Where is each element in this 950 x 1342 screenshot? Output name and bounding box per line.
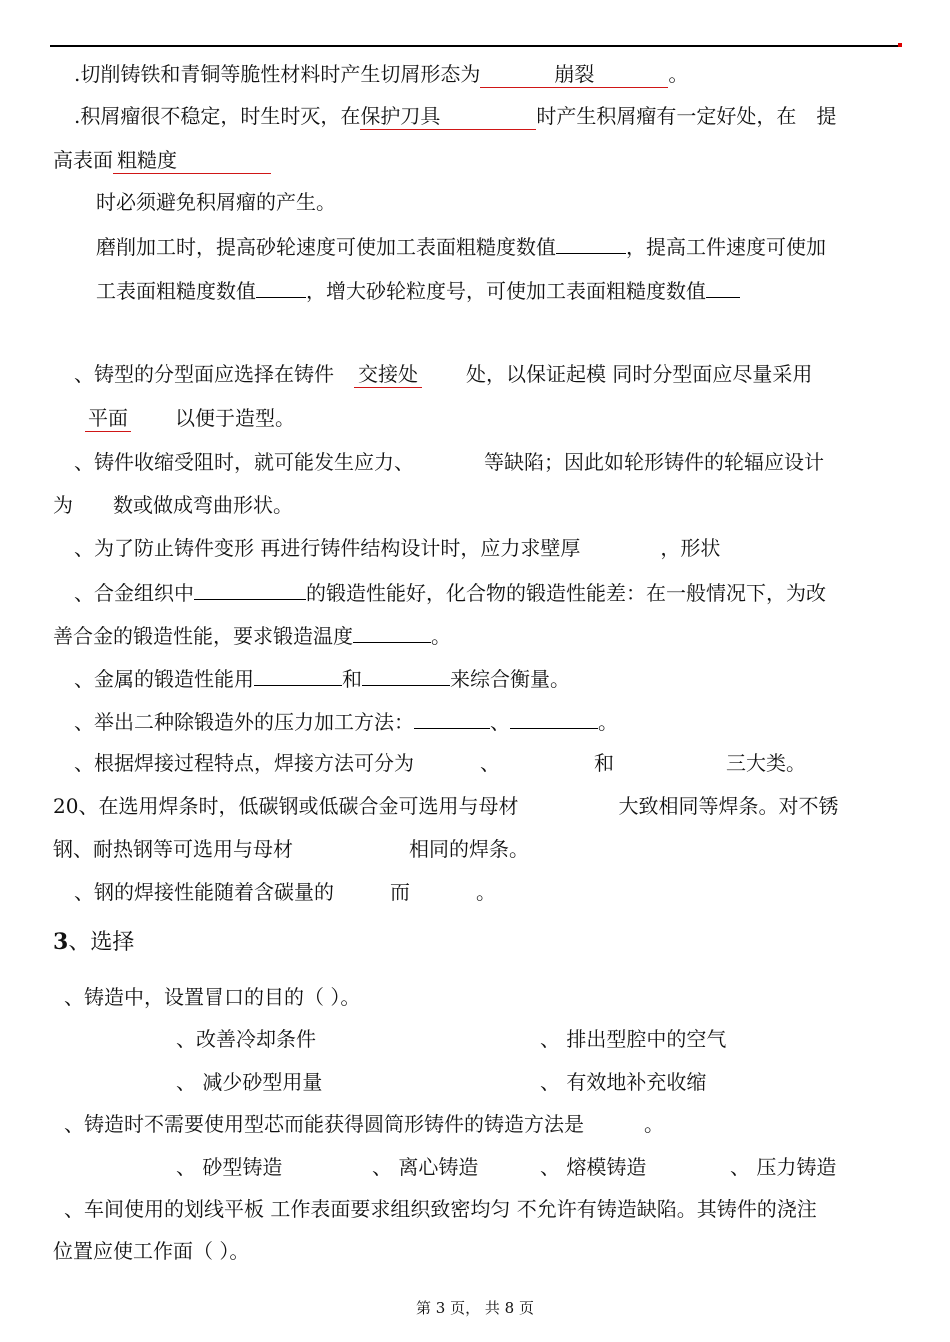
answer-roughness: 粗糙度 bbox=[113, 148, 271, 174]
line-15-text: 、举出二种除锻造外的压力加工方法： bbox=[74, 710, 414, 734]
q2-option-a: 、 砂型铸造 bbox=[176, 1155, 283, 1179]
section-number: 3 bbox=[53, 929, 69, 955]
line-13-end: 。 bbox=[431, 624, 451, 648]
section-heading bbox=[53, 925, 134, 956]
blank-13a bbox=[353, 622, 431, 643]
fill-line-17 bbox=[53, 794, 838, 818]
line-16-end: 三大类。 bbox=[726, 751, 806, 775]
fill-line-8 bbox=[85, 406, 295, 432]
line-19-text: 、钢的焊接性能随着含碳量的 bbox=[74, 880, 334, 904]
answer-protect-tool: 保护刀具 bbox=[360, 104, 536, 130]
q1-option-b: 、 排出型腔中的空气 bbox=[540, 1027, 727, 1051]
line-1-end: 。 bbox=[668, 62, 689, 86]
line-14-text: 、金属的锻造性能用 bbox=[74, 667, 254, 691]
question-1: 、铸造中，设置冒口的目的（ ）。 bbox=[64, 985, 361, 1009]
fill-line-18 bbox=[53, 837, 529, 861]
fill-line-12 bbox=[74, 579, 826, 605]
line-19-end: 。 bbox=[476, 880, 496, 904]
line-3-text: 高表面 bbox=[53, 148, 113, 172]
fill-line-4: 时必须避免积屑瘤的产生。 bbox=[96, 190, 336, 214]
line-12-text: 、合金组织中 bbox=[74, 581, 194, 605]
answer-plane: 平面 bbox=[85, 406, 131, 432]
line-12-end: 的锻造性能好，化合物的锻造性能差：在一般情况下，为改 bbox=[306, 581, 826, 605]
line-18-text: 钢、耐热钢等可选用与母材 bbox=[53, 837, 293, 861]
question-2: 、铸造时不需要使用型芯而能获得圆筒形铸件的铸造方法是 。 bbox=[64, 1112, 664, 1136]
blank-14b bbox=[362, 665, 450, 686]
line-16-mid: 、 bbox=[480, 751, 500, 775]
blank-5a bbox=[556, 233, 626, 254]
line-17-text: 20、在选用焊条时，低碳钢或低碳合金可选用与母材 bbox=[53, 794, 519, 818]
fill-line-1 bbox=[74, 62, 688, 88]
line-1-text: .切削铸铁和青铜等脆性材料时产生切屑形态为 bbox=[74, 62, 481, 86]
q1-option-c: 、 减少砂型用量 bbox=[176, 1070, 323, 1094]
line-5-end: ，提高工件速度可使加 bbox=[626, 235, 826, 259]
blank-15a bbox=[414, 708, 490, 729]
fill-line-9: 、铸件收缩受阻时，就可能发生应力、 等缺陷；因此如轮形铸件的轮辐应设计 bbox=[74, 450, 824, 474]
line-19-mid: 而 bbox=[390, 880, 410, 904]
fill-line-3 bbox=[53, 148, 271, 174]
header-rule-mark bbox=[898, 43, 902, 47]
line-6-text: 工表面粗糙度数值 bbox=[96, 279, 256, 303]
q1-option-d: 、 有效地补充收缩 bbox=[540, 1070, 707, 1094]
q2-option-b: 、 离心铸造 bbox=[372, 1155, 479, 1179]
header-rule bbox=[50, 45, 902, 47]
line-7-end: 处，以保证起模 同时分型面应尽量采用 bbox=[466, 362, 813, 386]
blank-6a bbox=[256, 277, 306, 298]
blank-6b bbox=[706, 277, 740, 298]
question-3: 、车间使用的划线平板 工作表面要求组织致密均匀 不允许有铸造缺陷。其铸件的浇注 bbox=[64, 1197, 817, 1221]
line-16-mid2: 和 bbox=[594, 751, 614, 775]
line-17-end: 大致相同等焊条。对不锈 bbox=[618, 794, 839, 818]
fill-line-15 bbox=[74, 708, 618, 734]
fill-line-10: 为 数或做成弯曲形状。 bbox=[53, 493, 293, 517]
fill-line-2 bbox=[74, 104, 836, 130]
q2-option-c: 、 熔模铸造 bbox=[540, 1155, 647, 1179]
line-8-end: 以便于造型。 bbox=[175, 406, 295, 430]
fill-line-19 bbox=[74, 880, 496, 904]
fill-line-11: 、为了防止铸件变形 再进行铸件结构设计时，应力求壁厚 ，形状 bbox=[74, 536, 721, 560]
line-2-text: .积屑瘤很不稳定，时生时灭，在 bbox=[74, 104, 361, 128]
line-6-mid: ，增大砂轮粒度号，可使加工表面粗糙度数值 bbox=[306, 279, 706, 303]
line-15-end: 。 bbox=[598, 710, 618, 734]
blank-12a bbox=[194, 579, 306, 600]
line-14-mid: 和 bbox=[342, 667, 362, 691]
q2-option-d: 、 压力铸造 bbox=[730, 1155, 837, 1179]
line-15-mid: 、 bbox=[490, 710, 510, 734]
question-3-cont: 位置应使工作面（ ）。 bbox=[53, 1239, 250, 1263]
line-13-text: 善合金的锻造性能，要求锻造温度 bbox=[53, 624, 353, 648]
fill-line-16 bbox=[74, 751, 806, 775]
line-18-end: 相同的焊条。 bbox=[409, 837, 529, 861]
blank-14a bbox=[254, 665, 342, 686]
blank-15b bbox=[510, 708, 598, 729]
answer-junction: 交接处 bbox=[354, 362, 422, 388]
line-16-text: 、根据焊接过程特点，焊接方法可分为 bbox=[74, 751, 414, 775]
fill-line-13 bbox=[53, 622, 451, 648]
line-7-text: 、铸型的分型面应选择在铸件 bbox=[74, 362, 334, 386]
q1-option-a: 、改善冷却条件 bbox=[176, 1027, 316, 1051]
answer-chip-form: 崩裂 bbox=[480, 62, 668, 88]
fill-line-6 bbox=[96, 277, 740, 303]
line-14-end: 来综合衡量。 bbox=[450, 667, 570, 691]
fill-line-7 bbox=[74, 362, 812, 388]
line-5-text: 磨削加工时，提高砂轮速度可使加工表面粗糙度数值 bbox=[96, 235, 556, 259]
page-footer: 第 3 页， 共 8 页 bbox=[416, 1299, 534, 1317]
line-2-end: 时产生积屑瘤有一定好处，在 提 bbox=[536, 104, 837, 128]
section-title: 、选择 bbox=[68, 930, 135, 955]
fill-line-14 bbox=[74, 665, 570, 691]
fill-line-5 bbox=[96, 233, 826, 259]
